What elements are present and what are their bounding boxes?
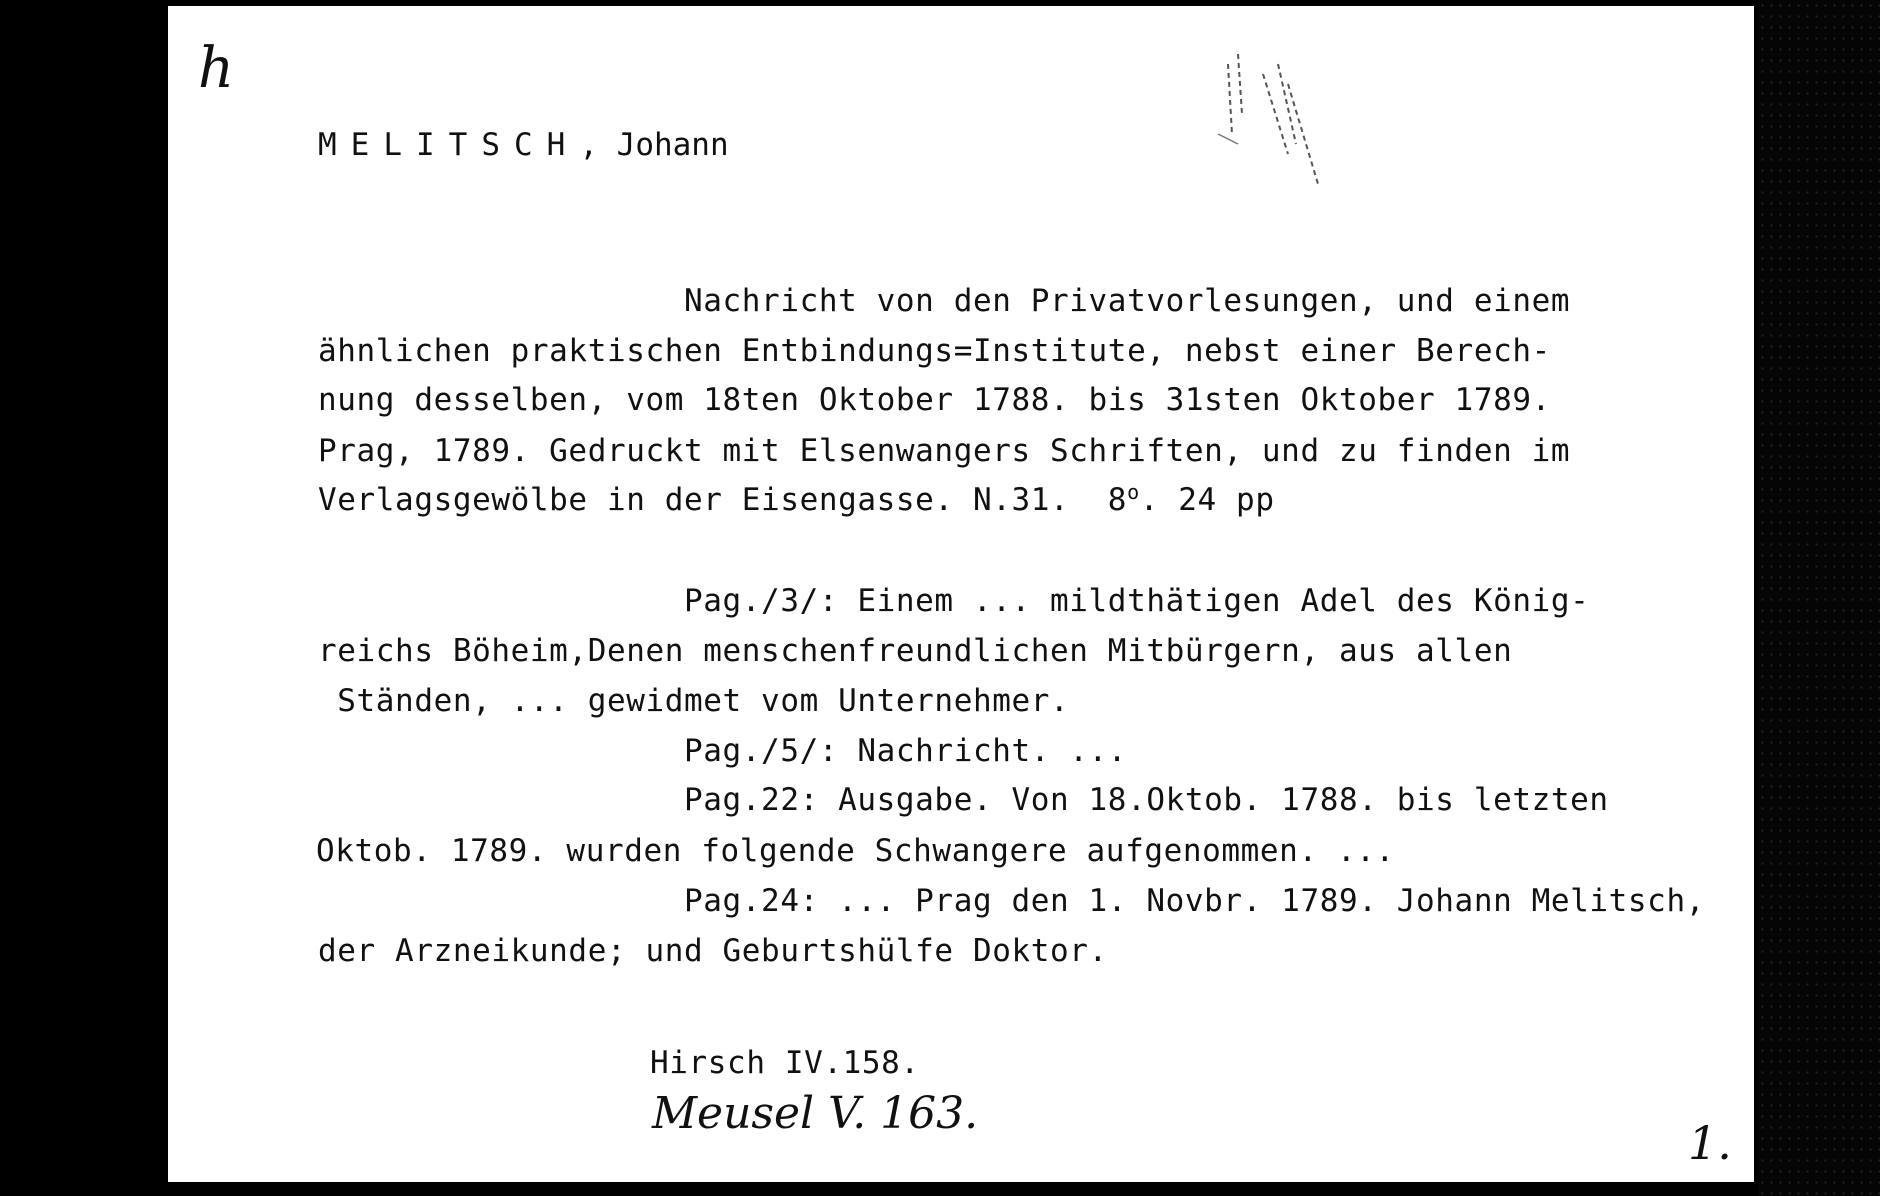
description-line-4: Prag, 1789. Gedruckt mit Elsenwangers Schriften, und zu finden im: [318, 433, 1571, 469]
author-forename: Johann: [616, 127, 729, 163]
pencil-strokes-graphic: [1208, 34, 1328, 194]
notes-line-7: Pag.24: ... Prag den 1. Novbr. 1789. Johann Melitsch,: [318, 883, 1705, 919]
heading-separator: ,: [579, 127, 598, 163]
description-line-5: [318, 480, 1275, 518]
handwritten-mark-top-left: h: [198, 36, 235, 101]
author-surname: MELITSCH: [318, 127, 580, 163]
scanner-edge: [1758, 0, 1880, 1196]
notes-line-3: Ständen, ... gewidmet vom Unternehmer.: [318, 683, 1070, 719]
catalog-card: [168, 6, 1754, 1182]
notes-line-1: Pag./3/: Einem ... mildthätigen Adel des König-: [318, 583, 1590, 619]
reference-typed: Hirsch IV.158.: [650, 1045, 920, 1081]
notes-line-5: Pag.22: Ausgabe. Von 18.Oktob. 1788. bis letzten: [318, 782, 1609, 818]
notes-line-6: Oktob. 1789. wurden folgende Schwangere aufgenommen. ...: [316, 833, 1395, 869]
description-line-1: Nachricht von den Privatvorlesungen, und einem: [318, 283, 1571, 319]
notes-line-8: der Arzneikunde; und Geburtshülfe Doktor.: [318, 933, 1108, 969]
description-line-5-tail: . 24 pp: [1139, 482, 1275, 518]
reference-handwritten-text: Meusel V. 163.: [652, 1088, 979, 1139]
description-line-5-text: Verlagsgewölbe in der Eisengasse. N.31. 8: [318, 482, 1128, 518]
description-line-2: ähnlichen praktischen Entbindungs=Institute, nebst einer Berech-: [318, 333, 1551, 369]
format-superscript: o: [1127, 480, 1140, 504]
handwritten-mark-bottom-right: 1.: [1688, 1116, 1732, 1170]
reference-handwritten: [652, 1088, 978, 1139]
notes-line-2: reichs Böheim,Denen menschenfreundlichen Mitbürgern, aus allen: [318, 633, 1513, 669]
notes-line-4: Pag./5/: Nachricht. ...: [318, 733, 1128, 769]
card-heading: [318, 128, 729, 162]
description-line-3: nung desselben, vom 18ten Oktober 1788. bis 31sten Oktober 1789.: [318, 382, 1551, 418]
